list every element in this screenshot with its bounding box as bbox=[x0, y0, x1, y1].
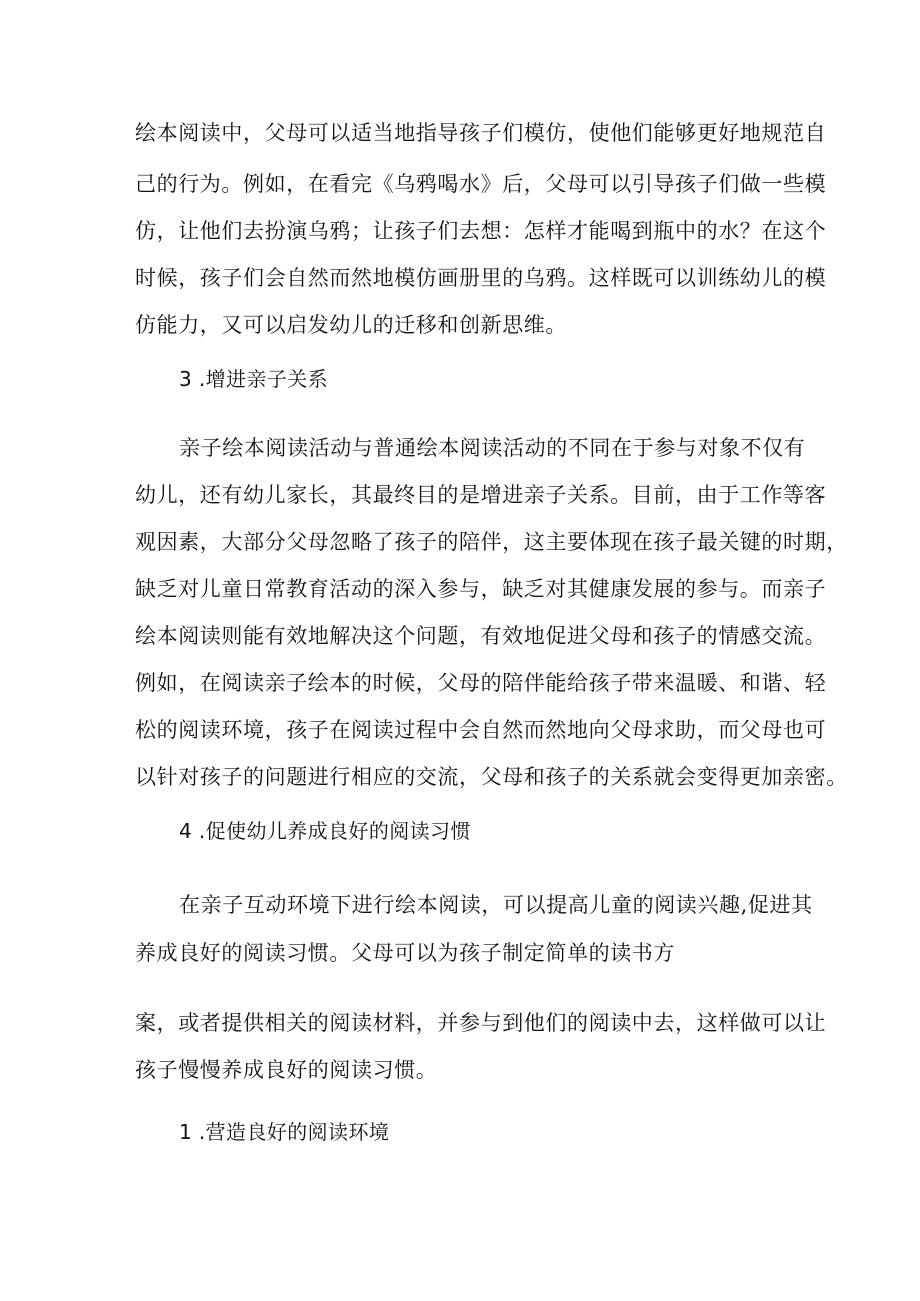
paragraph-1-line-4: 时候，孩子们会自然而然地模仿画册里的乌鸦。这样既可以训练幼儿的模 bbox=[135, 266, 827, 290]
section-heading-4: 4 .促使幼儿养成良好的阅读习惯 bbox=[179, 819, 471, 843]
section-heading-1: 1 .营造良好的阅读环境 bbox=[179, 1120, 390, 1144]
paragraph-4-line-2: 孩子慢慢养成良好的阅读习惯。 bbox=[135, 1058, 438, 1082]
paragraph-1-line-5: 仿能力，又可以启发幼儿的迁移和创新思维。 bbox=[135, 313, 567, 337]
paragraph-1-line-3: 仿，让他们去扮演乌鸦；让孩子们去想：怎样才能喝到瓶中的水？在这个 bbox=[135, 219, 827, 243]
paragraph-4-line-1: 案，或者提供相关的阅读材料，并参与到他们的阅读中去，这样做可以让 bbox=[135, 1011, 827, 1035]
paragraph-2-line-7: 松的阅读环境，孩子在阅读过程中会自然而然地向父母求助，而父母也可 bbox=[135, 718, 827, 742]
paragraph-2-line-4: 缺乏对儿童日常教育活动的深入参与，缺乏对其健康发展的参与。而亲子 bbox=[135, 577, 827, 601]
paragraph-3-line-1: 在亲子互动环境下进行绘本阅读，可以提高儿童的阅读兴趣,促进其 bbox=[179, 893, 813, 917]
paragraph-2-line-6: 例如，在阅读亲子绘本的时候，父母的陪伴能给孩子带来温暖、和谐、轻 bbox=[135, 671, 827, 695]
paragraph-2-line-2: 幼儿，还有幼儿家长，其最终目的是增进亲子关系。目前，由于工作等客 bbox=[135, 483, 827, 507]
paragraph-2-line-1: 亲子绘本阅读活动与普通绘本阅读活动的不同在于参与对象不仅有 bbox=[179, 436, 806, 460]
paragraph-1-line-1: 绘本阅读中，父母可以适当地指导孩子们模仿，使他们能够更好地规范自 bbox=[135, 121, 827, 145]
section-heading-3: 3 .增进亲子关系 bbox=[179, 367, 329, 391]
paragraph-1-line-2: 己的行为。例如，在看完《乌鸦喝水》后，父母可以引导孩子们做一些模 bbox=[135, 172, 827, 196]
paragraph-2-line-5: 绘本阅读则能有效地解决这个问题，有效地促进父母和孩子的情感交流。 bbox=[135, 624, 827, 648]
paragraph-3-line-2: 养成良好的阅读习惯。父母可以为孩子制定简单的读书方 bbox=[135, 941, 675, 965]
paragraph-2-line-8: 以针对孩子的问题进行相应的交流，父母和孩子的关系就会变得更加亲密。 bbox=[135, 765, 848, 789]
paragraph-2-line-3: 观因素，大部分父母忽略了孩子的陪伴，这主要体现在孩子最关键的时期， bbox=[135, 530, 848, 554]
